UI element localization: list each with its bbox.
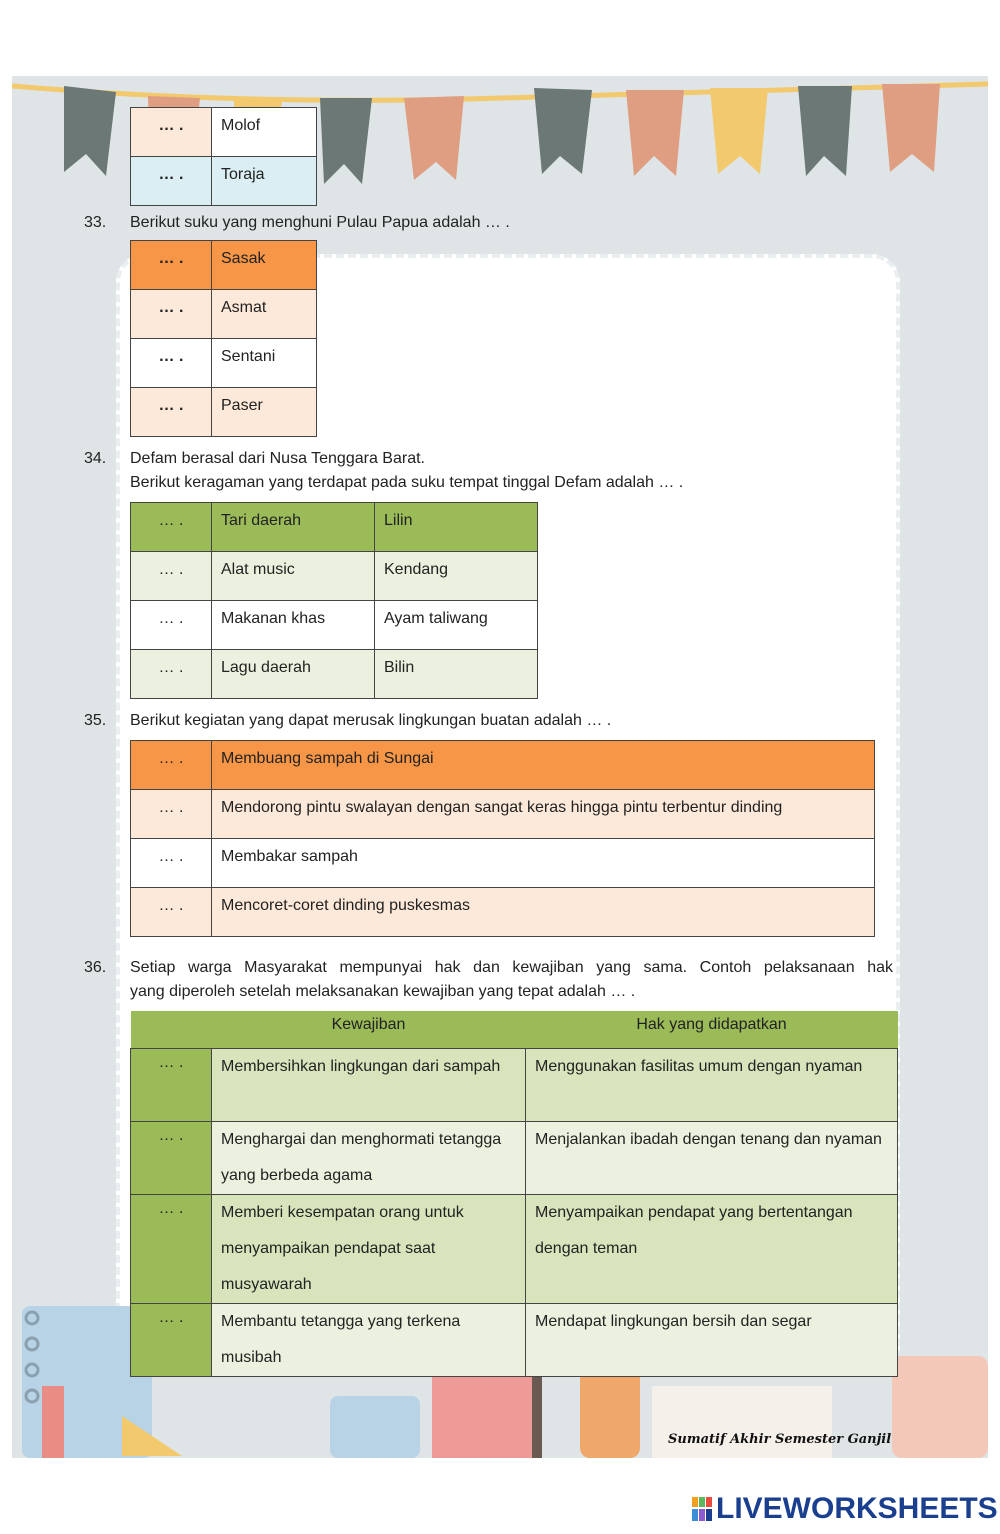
table-row bbox=[131, 108, 317, 157]
option-category: Lagu daerah bbox=[212, 650, 375, 699]
footer-note: Sumatif Akhir Semester Ganjil bbox=[668, 1432, 892, 1447]
answer-mark[interactable]: … . bbox=[131, 108, 212, 157]
answer-mark[interactable]: … . bbox=[131, 601, 212, 650]
obligation-text: Menghargai dan menghormati tetangga yang berbeda agama bbox=[212, 1121, 526, 1194]
table-row bbox=[131, 790, 875, 839]
option-text: Sentani bbox=[212, 339, 317, 388]
right-text: Menggunakan fasilitas umum dengan nyaman bbox=[526, 1048, 898, 1121]
liveworksheets-logo-icon bbox=[692, 1497, 712, 1521]
answer-mark[interactable]: … . bbox=[131, 503, 212, 552]
liveworksheets-brand[interactable]: LIVEWORKSHEETS bbox=[716, 1492, 998, 1525]
table-row bbox=[131, 650, 538, 699]
table-row bbox=[131, 503, 538, 552]
question-text: Berikut kegiatan yang dapat merusak lingkungan buatan adalah … . bbox=[130, 712, 612, 729]
table-header-row bbox=[131, 1011, 898, 1048]
option-value: Ayam taliwang bbox=[375, 601, 538, 650]
answer-mark[interactable]: … . bbox=[131, 157, 212, 206]
table-row bbox=[131, 339, 317, 388]
option-value: Kendang bbox=[375, 552, 538, 601]
table-row bbox=[131, 741, 875, 790]
option-text: Molof bbox=[212, 108, 317, 157]
option-category: Makanan khas bbox=[212, 601, 375, 650]
table-row bbox=[131, 1048, 898, 1121]
option-text: Membakar sampah bbox=[212, 839, 875, 888]
answer-mark[interactable]: … . bbox=[131, 1121, 212, 1194]
table-row bbox=[131, 601, 538, 650]
answer-mark[interactable]: … . bbox=[131, 388, 212, 437]
table-row bbox=[131, 839, 875, 888]
answer-mark[interactable]: … . bbox=[131, 1194, 212, 1303]
right-text: Menjalankan ibadah dengan tenang dan nyaman bbox=[526, 1121, 898, 1194]
question-number: 35. bbox=[84, 712, 107, 729]
question-number: 33. bbox=[84, 214, 107, 231]
q32-options-table bbox=[130, 107, 317, 206]
question-text-line1: Setiap warga Masyarakat mempunyai hak dan kewajiban yang sama. Contoh pelaksanaan hak bbox=[130, 959, 893, 976]
answer-mark[interactable]: … . bbox=[131, 552, 212, 601]
question-number: 36. bbox=[84, 959, 107, 976]
question-text-line1: Defam berasal dari Nusa Tenggara Barat. bbox=[130, 450, 425, 467]
option-value: Lilin bbox=[375, 503, 538, 552]
option-text: Asmat bbox=[212, 290, 317, 339]
answer-mark[interactable]: … . bbox=[131, 741, 212, 790]
answer-mark[interactable]: … . bbox=[131, 1303, 212, 1376]
question-text: Berikut suku yang menghuni Pulau Papua adalah … . bbox=[130, 214, 510, 231]
option-text: Mencoret-coret dinding puskesmas bbox=[212, 888, 875, 937]
option-text: Membuang sampah di Sungai bbox=[212, 741, 875, 790]
option-text: Sasak bbox=[212, 241, 317, 290]
right-text: Menyampaikan pendapat yang bertentangan dengan teman bbox=[526, 1194, 898, 1303]
answer-mark[interactable]: … . bbox=[131, 1048, 212, 1121]
table-row bbox=[131, 388, 317, 437]
table-row bbox=[131, 1121, 898, 1194]
right-text: Mendapat lingkungan bersih dan segar bbox=[526, 1303, 898, 1376]
table-row bbox=[131, 552, 538, 601]
option-value: Bilin bbox=[375, 650, 538, 699]
table-row bbox=[131, 1303, 898, 1376]
header-blank bbox=[131, 1011, 212, 1048]
answer-mark[interactable]: … . bbox=[131, 790, 212, 839]
question-number: 34. bbox=[84, 450, 107, 467]
answer-mark[interactable]: … . bbox=[131, 650, 212, 699]
answer-mark[interactable]: … . bbox=[131, 339, 212, 388]
header-obligation: Kewajiban bbox=[331, 1016, 406, 1033]
table-row bbox=[131, 888, 875, 937]
option-text: Mendorong pintu swalayan dengan sangat keras hingga pintu terbentur dinding bbox=[212, 790, 875, 839]
question-text-line2: Berikut keragaman yang terdapat pada suku tempat tinggal Defam adalah … . bbox=[130, 474, 684, 491]
table-row bbox=[131, 1194, 898, 1303]
answer-mark[interactable]: … . bbox=[131, 839, 212, 888]
answer-mark[interactable]: … . bbox=[131, 241, 212, 290]
option-category: Alat music bbox=[212, 552, 375, 601]
option-text: Paser bbox=[212, 388, 317, 437]
obligation-text: Membersihkan lingkungan dari sampah bbox=[212, 1048, 526, 1121]
question-text-line2: yang diperoleh setelah melaksanakan kewajiban yang tepat adalah … . bbox=[130, 983, 636, 1000]
table-row bbox=[131, 157, 317, 206]
table-row bbox=[131, 290, 317, 339]
obligation-text: Memberi kesempatan orang untuk menyampaikan pendapat saat musyawarah bbox=[212, 1194, 526, 1303]
table-row bbox=[131, 241, 317, 290]
option-text: Toraja bbox=[212, 157, 317, 206]
q34-options-table bbox=[130, 502, 538, 699]
q36-options-table bbox=[130, 1011, 898, 1377]
header-right: Hak yang didapatkan bbox=[636, 1016, 787, 1033]
answer-mark[interactable]: … . bbox=[131, 290, 212, 339]
q35-options-table bbox=[130, 740, 875, 937]
obligation-text: Membantu tetangga yang terkena musibah bbox=[212, 1303, 526, 1376]
answer-mark[interactable]: … . bbox=[131, 888, 212, 937]
q33-options-table bbox=[130, 240, 317, 437]
option-category: Tari daerah bbox=[212, 503, 375, 552]
